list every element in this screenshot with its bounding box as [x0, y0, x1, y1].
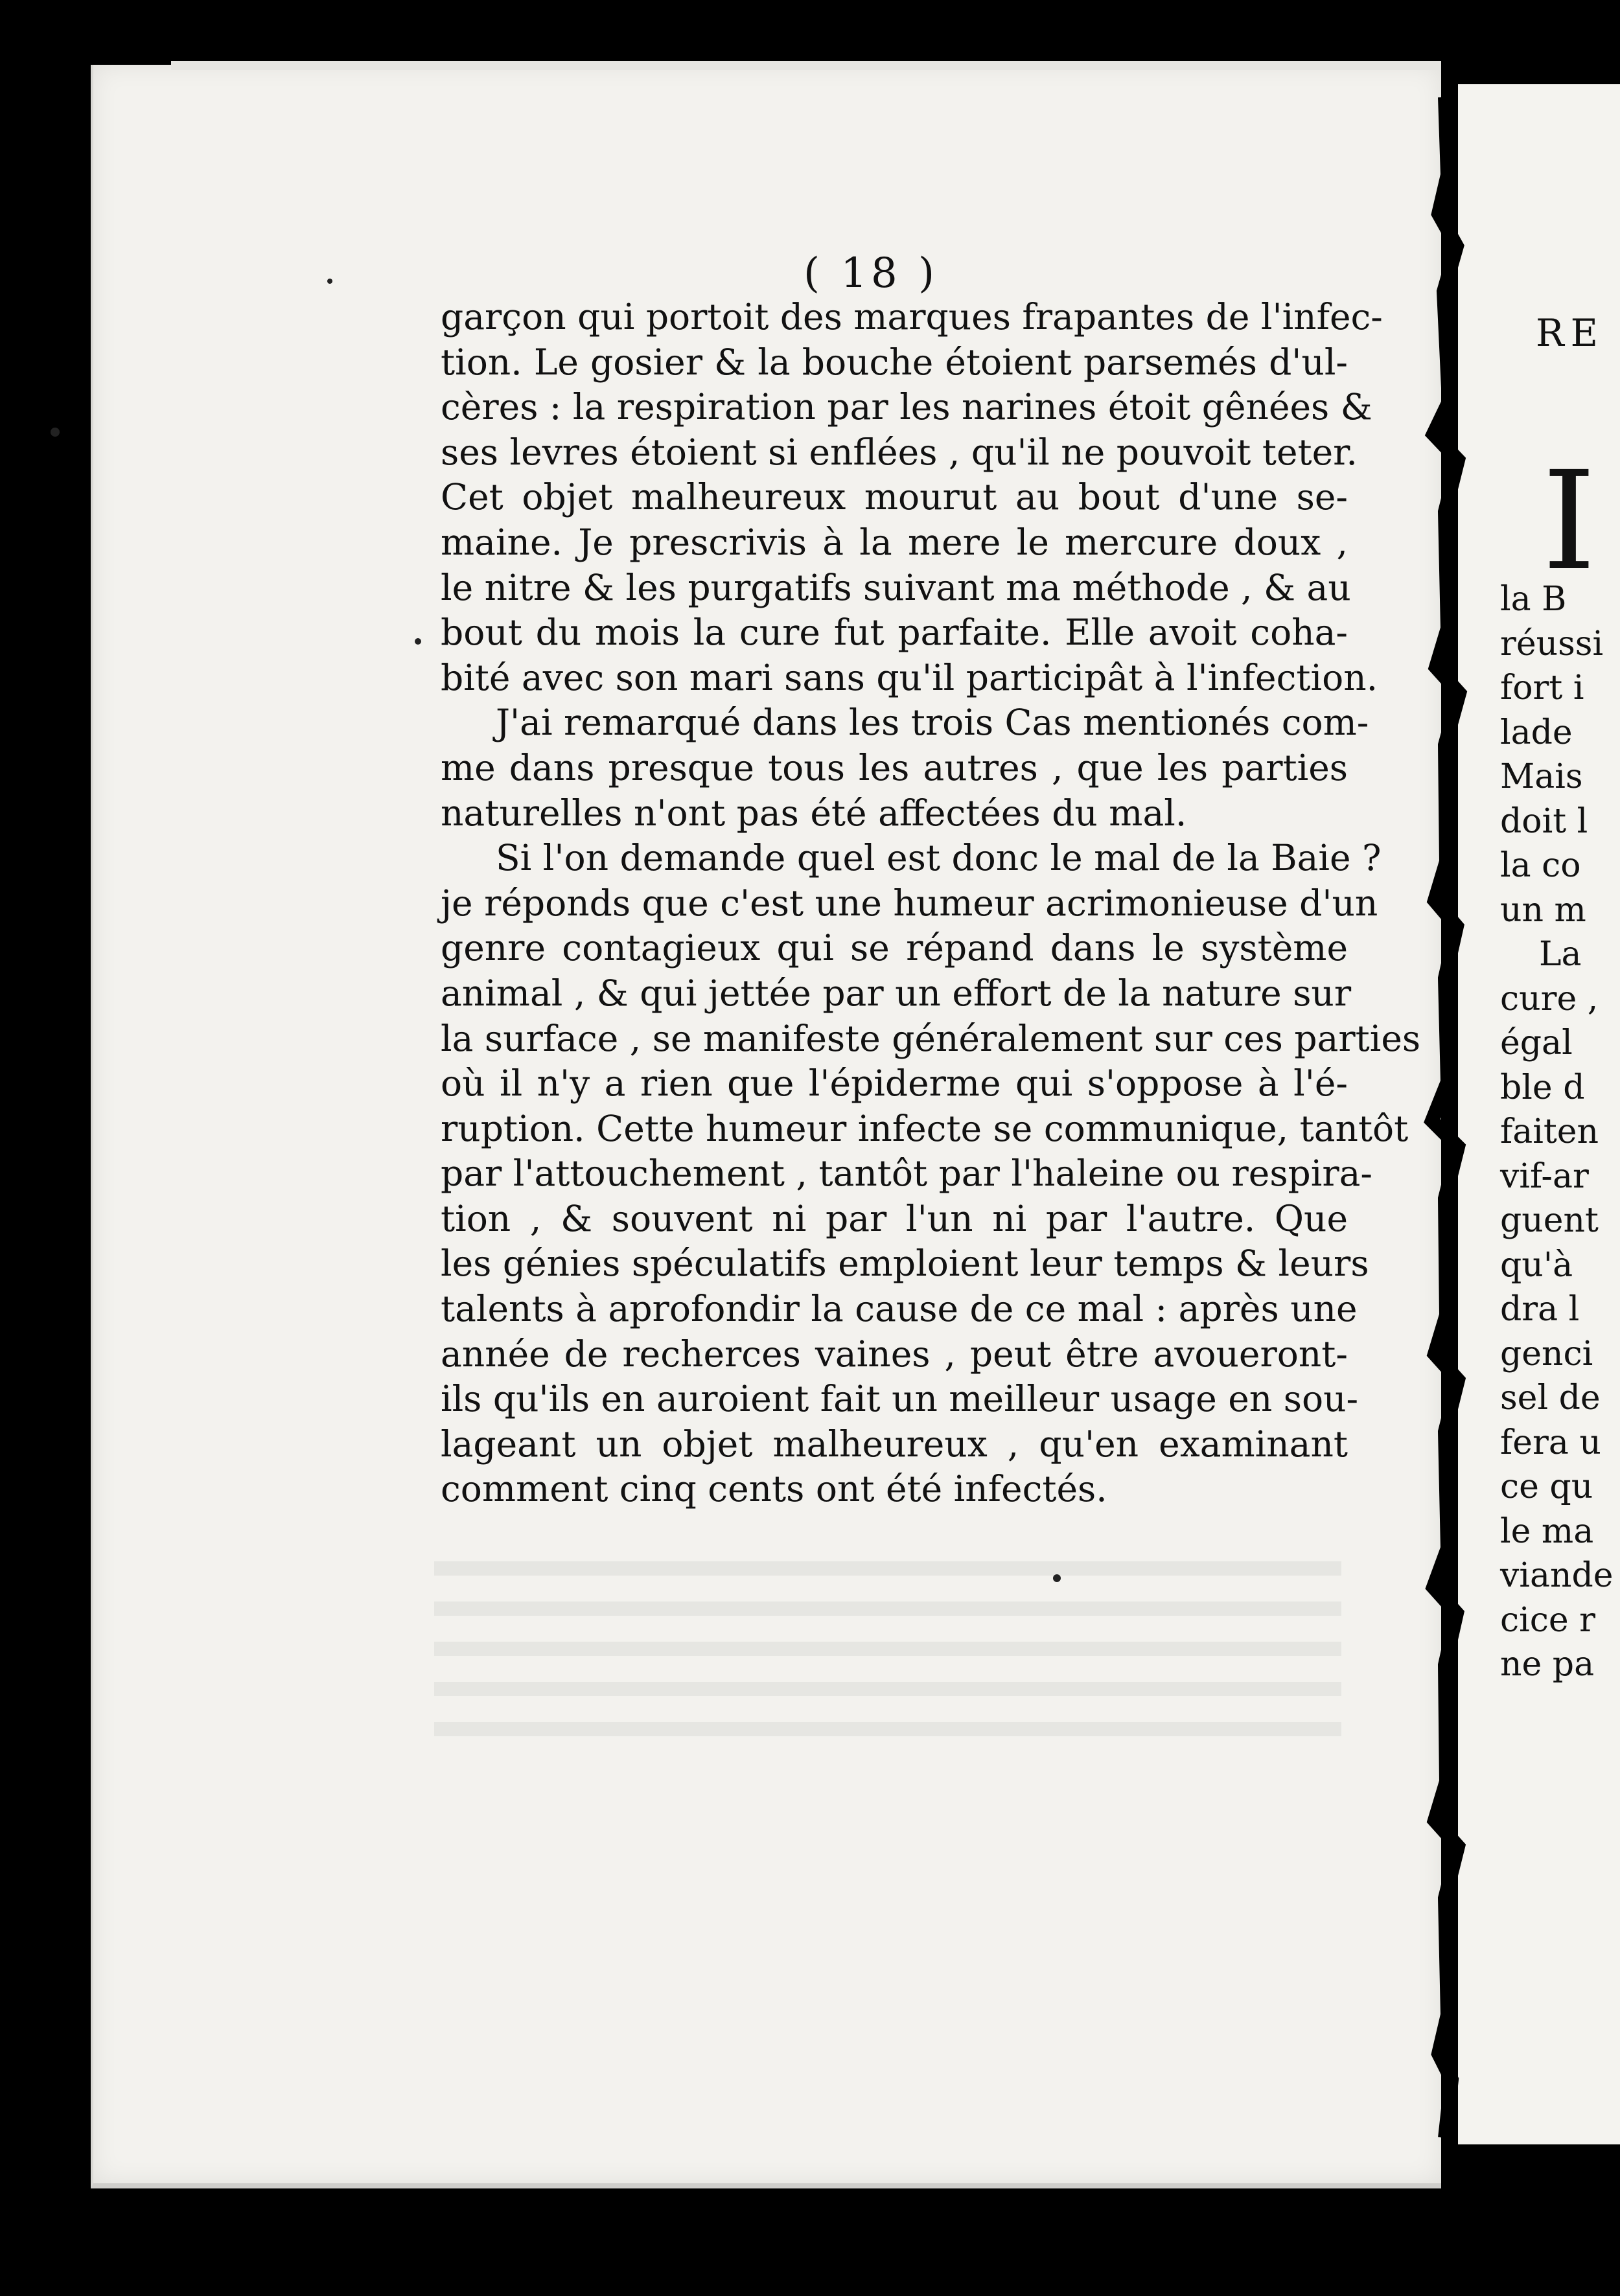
- text-line: bité avec son mari sans qu'il participât à l'infection.: [441, 656, 1378, 698]
- text-line: Si l'on demande quel est donc le mal de la Baie ?: [496, 837, 1382, 879]
- right-page-line: vif-ar: [1500, 1156, 1589, 1196]
- ink-speck: [415, 638, 421, 645]
- text-line: ils qu'ils en auroient fait un meilleur usage en sou-: [441, 1378, 1359, 1420]
- right-page-line: un m: [1500, 890, 1586, 930]
- right-page-line: réussi: [1500, 624, 1604, 663]
- right-page-line: doit l: [1500, 801, 1588, 841]
- right-page-line: sel de: [1500, 1379, 1601, 1418]
- right-page-line: guent: [1500, 1201, 1599, 1240]
- right-page-line: faiten: [1500, 1112, 1599, 1151]
- right-page-line: lade: [1500, 713, 1573, 752]
- text-line: J'ai remarqué dans les trois Cas mentionés com-: [496, 702, 1369, 744]
- right-page-line: ce qu: [1500, 1467, 1593, 1506]
- text-line: la surface , se manifeste généralement sur ces parties: [441, 1017, 1421, 1059]
- text-line: maine. Je prescrivis à la mere le mercure doux ,: [441, 521, 1348, 563]
- page-number: ( 18 ): [804, 249, 939, 297]
- text-line: talents à aprofondir la cause de ce mal : après une: [441, 1288, 1358, 1330]
- text-line: bout du mois la cure fut parfaite. Elle avoit coha-: [441, 612, 1348, 654]
- text-line: je réponds que c'est une humeur acrimonieuse d'un: [441, 882, 1378, 924]
- text-line: les génies spéculatifs emploient leur temps & leurs: [441, 1243, 1369, 1285]
- text-line: garçon qui portoit des marques frapantes de l'infec-: [441, 296, 1383, 338]
- text-line: où il n'y a rien que l'épiderme qui s'oppose à l'é-: [441, 1062, 1348, 1105]
- text-line: tion. Le gosier & la bouche étoient parsemés d'ul-: [441, 341, 1348, 383]
- ink-speck: [1053, 1574, 1061, 1582]
- text-line: cères : la respiration par les narines étoit gênées &: [441, 386, 1372, 428]
- text-line: comment cinq cents ont été infectés.: [441, 1468, 1107, 1510]
- drop-cap: I: [1542, 442, 1596, 601]
- right-page-line: genci: [1500, 1334, 1593, 1373]
- right-page-line: le ma: [1500, 1511, 1594, 1551]
- right-page-line: ble d: [1500, 1068, 1585, 1107]
- right-page-line: fera u: [1500, 1423, 1601, 1462]
- right-page-line: égal: [1500, 1024, 1573, 1062]
- right-page-line: la co: [1500, 846, 1581, 885]
- show-through-text: [434, 1535, 1341, 1743]
- right-page-line: ne pa: [1500, 1645, 1595, 1684]
- right-page-line: dra l: [1500, 1290, 1580, 1329]
- text-line: année de recherces vaines , peut être avoueront-: [441, 1333, 1348, 1375]
- text-line: Cet objet malheureux mourut au bout d'une se-: [441, 476, 1348, 518]
- ink-speck: [327, 279, 332, 284]
- right-page-line: viande: [1500, 1556, 1614, 1595]
- text-line: me dans presque tous les autres , que les parties: [441, 746, 1348, 788]
- text-line: naturelles n'ont pas été affectées du mal.: [441, 792, 1187, 834]
- text-line: animal , & qui jettée par un effort de la nature sur: [441, 972, 1352, 1014]
- right-page-line: la B: [1500, 580, 1567, 619]
- right-page-line: cice r: [1500, 1600, 1596, 1640]
- right-page-line: qu'à: [1500, 1245, 1573, 1285]
- text-line: genre contagieux qui se répand dans le système: [441, 927, 1348, 969]
- text-line: par l'attouchement , tantôt par l'haleine ou respira-: [441, 1153, 1373, 1195]
- torn-gutter-edge: [1419, 97, 1471, 2138]
- right-page-line: La: [1539, 935, 1582, 974]
- right-page-heading: RE: [1536, 311, 1605, 355]
- text-line: lageant un objet malheureux , qu'en examinant: [441, 1423, 1348, 1465]
- text-line: ruption. Cette humeur infecte se communique, tantôt: [441, 1107, 1409, 1149]
- text-line: ses levres étoient si enflées , qu'il ne pouvoit teter.: [441, 431, 1358, 473]
- text-line: tion , & souvent ni par l'un ni par l'autre. Que: [441, 1197, 1348, 1239]
- right-page-line: fort i: [1500, 669, 1584, 707]
- right-page-line: Mais: [1500, 757, 1583, 796]
- body-text: [441, 295, 1421, 1512]
- text-line: le nitre & les purgatifs suivant ma méthode , & au: [441, 566, 1351, 608]
- ink-speck: [51, 428, 60, 437]
- right-page-line: cure ,: [1500, 979, 1599, 1018]
